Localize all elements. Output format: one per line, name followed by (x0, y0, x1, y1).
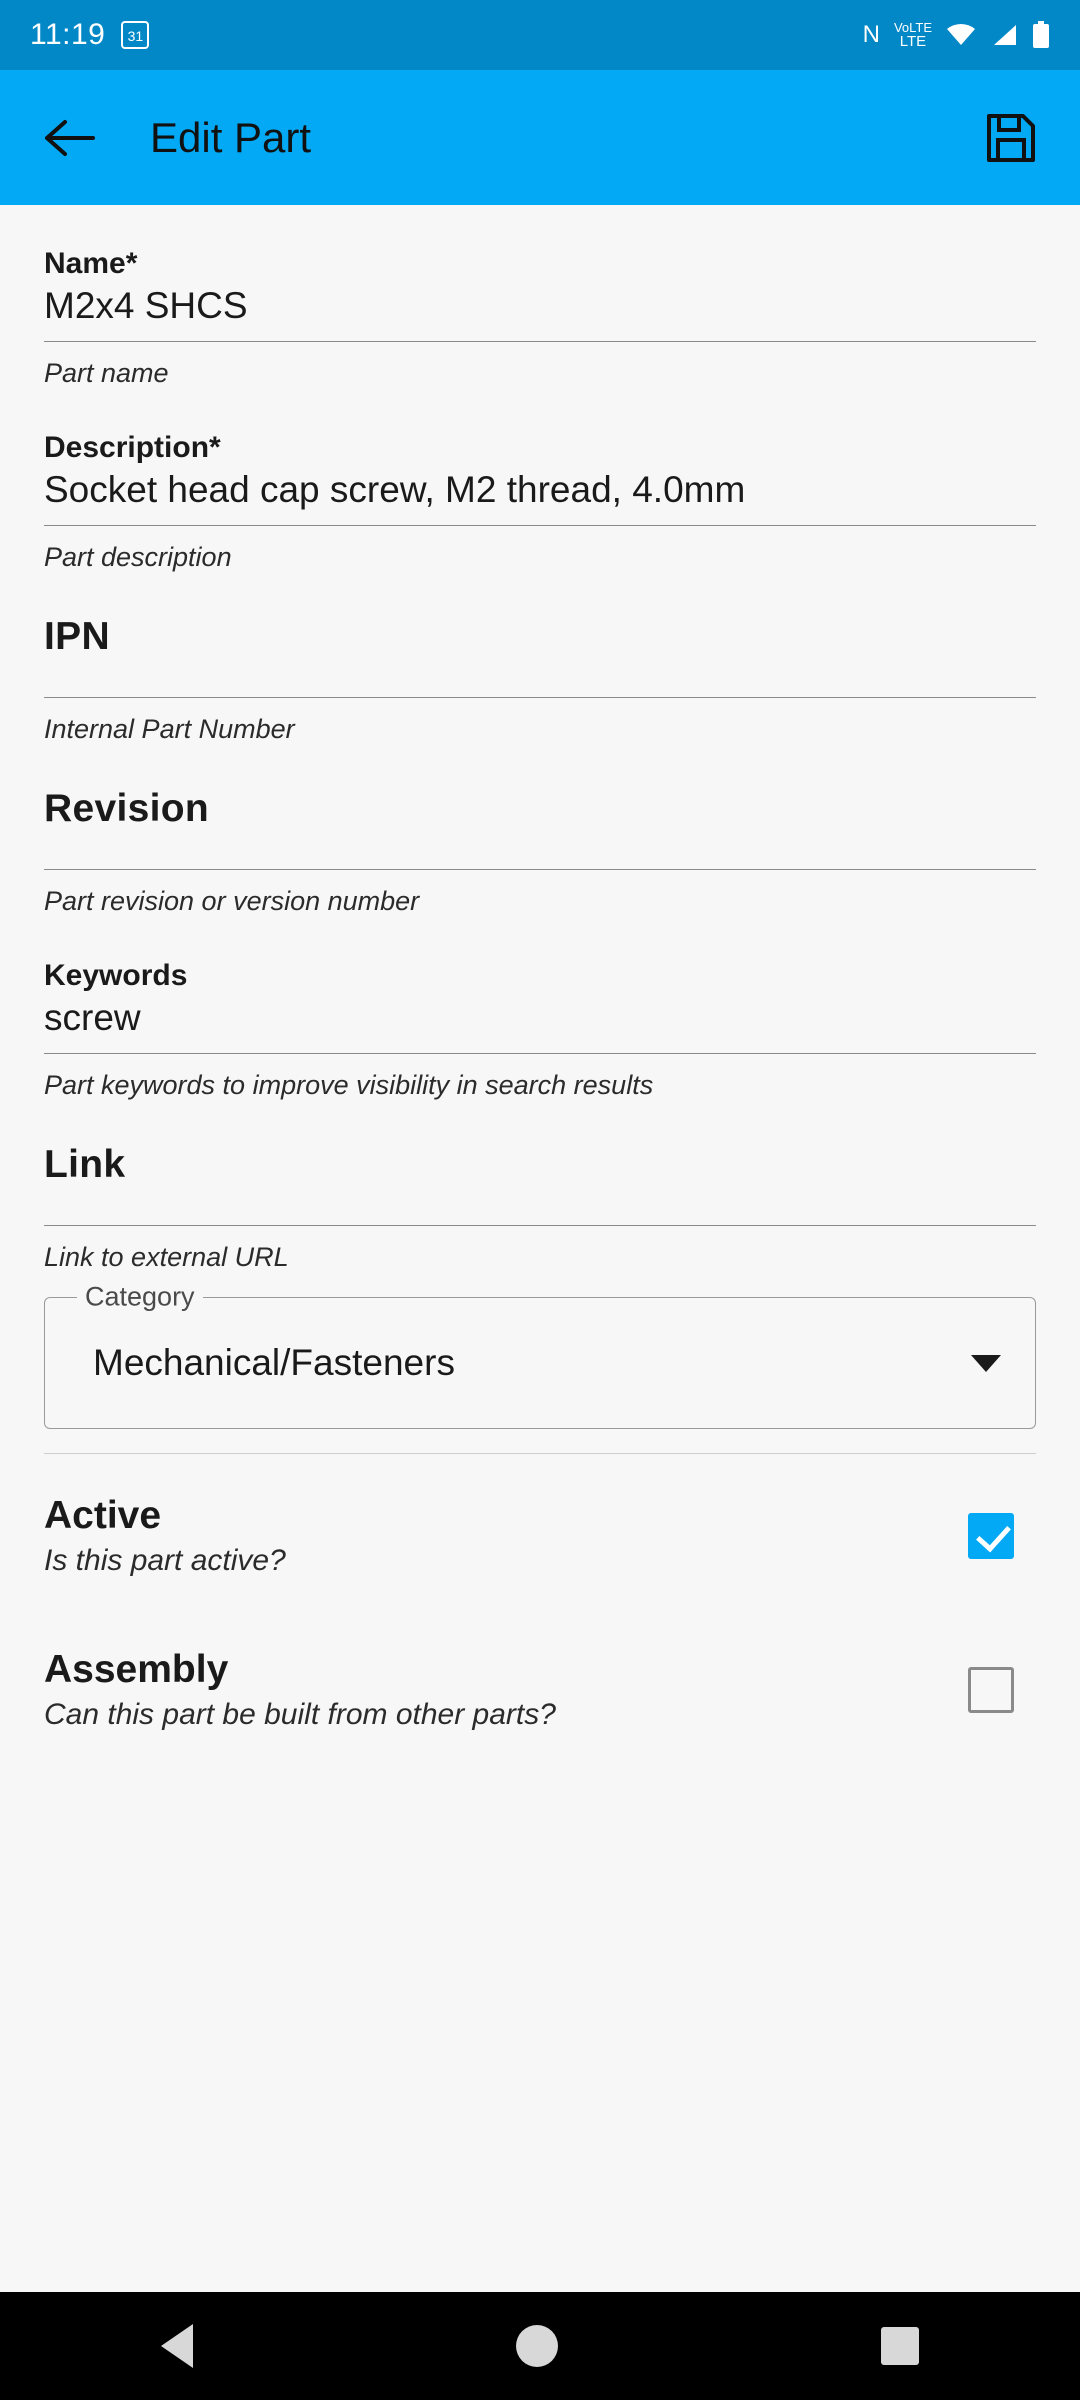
field-name-label: Name* (44, 247, 138, 280)
toggle-assembly-title: Assembly (44, 1648, 229, 1691)
field-keywords-helper: Part keywords to improve visibility in search results (44, 1070, 654, 1100)
field-description-input[interactable]: Socket head cap screw, M2 thread, 4.0mm (44, 469, 746, 510)
field-revision-helper: Part revision or version number (44, 886, 420, 916)
toggle-assembly-subtitle: Can this part be built from other parts? (44, 1698, 556, 1731)
field-keywords[interactable] (44, 917, 1036, 1101)
volte-label-bottom: LTE (899, 33, 927, 50)
nav-recents-icon[interactable] (881, 2327, 919, 2365)
field-name[interactable] (44, 205, 1036, 389)
toggle-active-subtitle: Is this part active? (44, 1544, 286, 1577)
field-revision-label: Revision (44, 787, 209, 830)
app-bar (0, 70, 1080, 205)
field-keywords-label: Keywords (44, 959, 188, 992)
field-revision-input[interactable] (44, 835, 1036, 869)
category-legend: Category (77, 1282, 203, 1313)
status-bar-left (30, 18, 149, 52)
nav-home-icon[interactable] (516, 2325, 558, 2367)
volte-label-top: VoLTE (893, 20, 932, 35)
field-keywords-input[interactable]: screw (44, 997, 141, 1038)
arrow-back-icon[interactable] (34, 103, 104, 173)
toggle-assembly-texts (44, 1648, 968, 1732)
field-ipn-input[interactable] (44, 663, 1036, 697)
field-ipn-label: IPN (44, 615, 110, 658)
field-link-label: Link (44, 1143, 126, 1186)
volte-icon (894, 21, 932, 49)
field-description-helper: Part description (44, 542, 232, 572)
field-link[interactable] (44, 1101, 1036, 1273)
toggle-assembly[interactable] (44, 1608, 1036, 1762)
field-revision[interactable] (44, 745, 1036, 917)
status-bar-right (863, 21, 1050, 49)
field-link-input[interactable] (44, 1191, 1036, 1225)
toggle-active-texts (44, 1494, 968, 1578)
toggle-assembly-checkbox[interactable] (968, 1667, 1014, 1713)
category-value: Mechanical/Fasteners (93, 1342, 455, 1383)
toggle-active[interactable] (44, 1454, 1036, 1608)
field-description-label: Description* (44, 431, 221, 464)
field-name-input[interactable]: M2x4 SHCS (44, 285, 248, 326)
field-name-helper: Part name (44, 358, 169, 388)
battery-icon (1032, 21, 1050, 49)
save-icon[interactable] (976, 103, 1046, 173)
category-select[interactable] (44, 1281, 1036, 1429)
toggle-active-title: Active (44, 1494, 162, 1537)
field-ipn[interactable] (44, 573, 1036, 745)
chevron-down-icon[interactable] (971, 1355, 1001, 1372)
status-bar (0, 0, 1080, 70)
nfc-icon: N (862, 21, 880, 48)
signal-icon (990, 23, 1018, 47)
field-category[interactable] (44, 1281, 1036, 1429)
field-description[interactable] (44, 389, 1036, 573)
edit-part-form (0, 205, 1080, 2292)
calendar-icon: 31 (121, 21, 149, 49)
field-link-helper: Link to external URL (44, 1242, 289, 1272)
page-title: Edit Part (150, 113, 312, 161)
system-nav-bar (0, 2292, 1080, 2400)
wifi-icon (946, 23, 976, 47)
nav-back-icon[interactable] (161, 2324, 193, 2368)
field-ipn-helper: Internal Part Number (44, 714, 295, 744)
status-time: 11:19 (30, 18, 106, 51)
toggle-active-checkbox[interactable] (968, 1513, 1014, 1559)
